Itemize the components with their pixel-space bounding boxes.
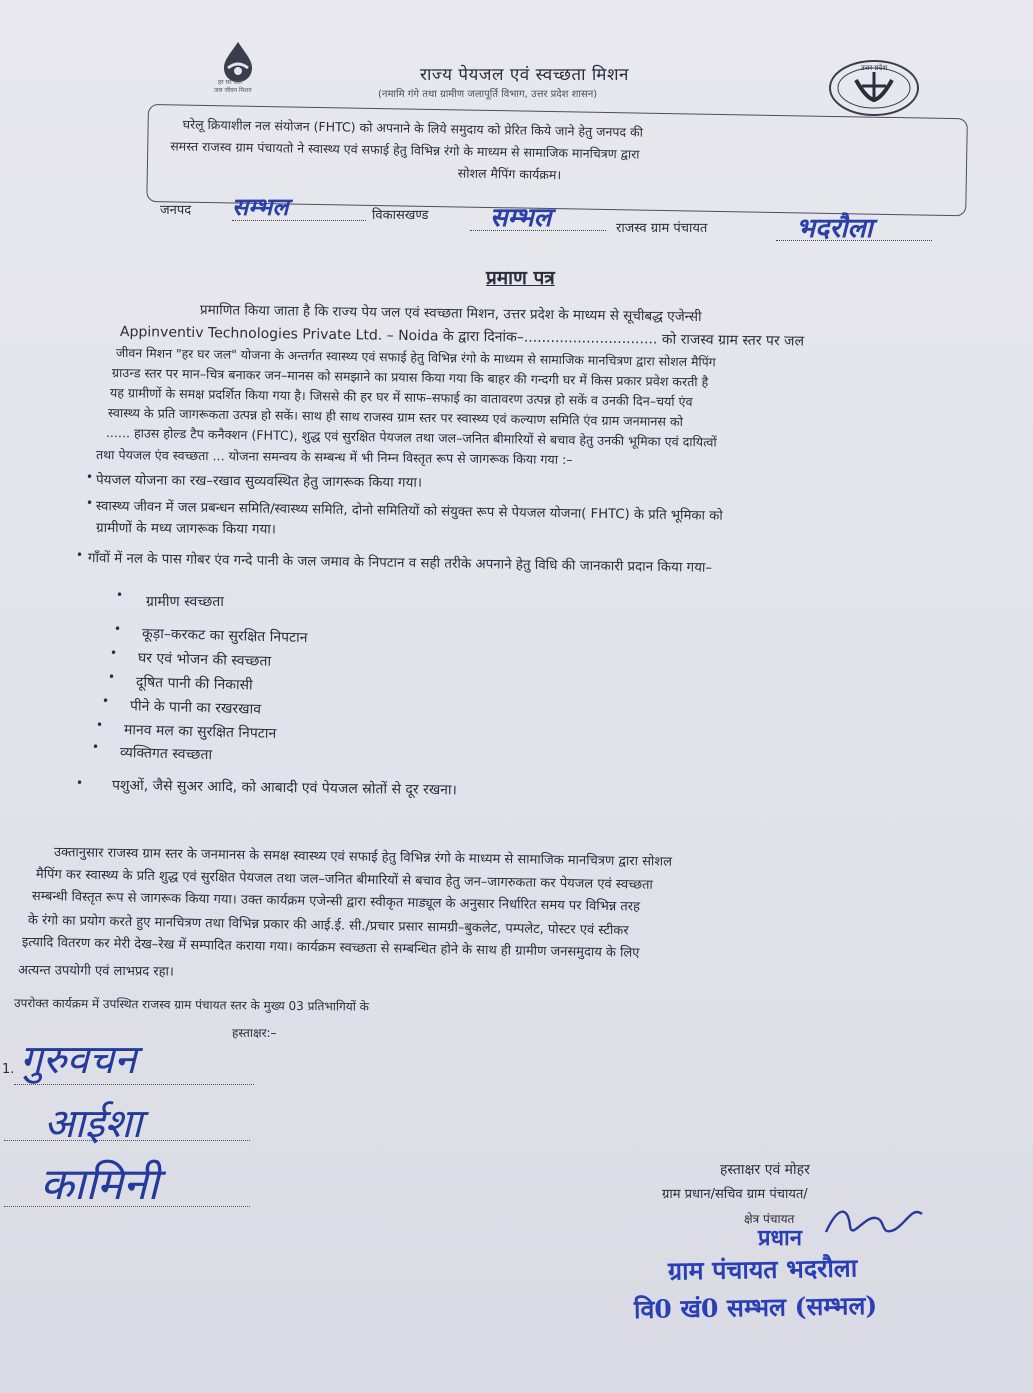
participant-signature-1: गुरुवचन	[20, 1037, 137, 1083]
signatory-line-2: ग्राम प्रधान/सचिव ग्राम पंचायत/	[662, 1187, 808, 1202]
point-animals: पशुओं, जैसे सुअर आदि, को आबादी एवं पेयजल स्रोतों से दूर रखना।	[111, 777, 458, 799]
banner-line-2: समस्त राजस्व ग्राम पंचायतो ने स्वास्थ्य एवं सफाई हेतु विभिन्न रंगो के माध्यम से सामाजिक मानचित्रण द्वारा	[170, 138, 640, 162]
block-label: विकासखण्ड	[372, 208, 429, 223]
point-maintenance: पेयजल योजना का रख–रखाव सुव्यवस्थित हेतु जागरूक किया गया।	[95, 472, 423, 491]
body-line-6: स्वास्थ्य के प्रति जागरूकता उत्पन्न हो सकें। साथ ही साथ राजस्व ग्राम स्तर पर स्वास्थ्य एवं कल्याण समिति एंव ग्राम जनमानस को	[107, 405, 684, 430]
sub-item-rural-sanitation: ग्रामीण स्वच्छता	[146, 594, 224, 610]
participant-number: 1.	[2, 1062, 15, 1077]
bullet-icon: •	[86, 470, 94, 484]
district-label: जनपद	[160, 203, 192, 218]
bullet-icon: •	[116, 588, 124, 602]
summary-line-1: उक्तानुसार राजस्व ग्राम स्तर के जनमानस के समक्ष स्वास्थ्य एवं सफाई हेतु विभिन्न रंगो के माध्यम से सामाजिक मानचित्रण द्वारा सोशल	[53, 845, 673, 870]
sub-item-personal-hygiene: व्यक्तिगत स्वच्छता	[119, 744, 213, 764]
mission-subtitle: (नमामि गंगे तथा ग्रामीण जलापूर्ति विभाग, उत्तर प्रदेश शासन)	[378, 89, 598, 100]
summary-line-6: अत्यन्त उपयोगी एवं लाभप्रद रहा।	[17, 963, 174, 980]
point-committees: स्वास्थ्य जीवन में जल प्रबन्धन समिति/स्वास्थ्य समिति, दोनो समितियों को संयुक्त रूप से पेयजल योजना( FHTC) के प्रति भूमिका को	[95, 499, 723, 524]
body-line-5: यह ग्रामीणों के समक्ष प्रदर्शित किया गया है। जिससे की हर घर में साफ–सफाई का वातावरण उत्पन्न हो सकें व उनकी दिन–चर्या एंव	[109, 385, 693, 410]
certificate-title: प्रमाण पत्र	[486, 267, 555, 289]
participants-label: हस्ताक्षर:–	[232, 1026, 277, 1040]
participants-intro: उपरोक्त कार्यक्रम में उपस्थित राजस्व ग्राम पंचायत स्तर के मुख्य 03 प्रतिभागियों के	[13, 996, 369, 1014]
summary-line-4: के रंगो का प्रयोग करते हुए मानचित्रण तथा विभिन्न प्रकार की आई.ई. सी./प्रचार प्रसार सामग्री–बुकलेट, पम्पलेट, पोस्टर एवं स्टीकर	[27, 913, 629, 939]
bullet-icon: •	[110, 646, 118, 660]
participant-signature-3: कामिनी	[40, 1159, 159, 1210]
body-line-2: Appinventiv Technologies Private Ltd. – Noida के द्वारा दिनांक–.............................. को राजस्व ग्राम स्तर पर जल	[119, 324, 805, 350]
sub-item-drinking-water: पीने के पानी का रखरखाव	[129, 698, 262, 718]
body-line-3: जीवन मिशन "हर घर जल" योजना के अन्तर्गत स्वास्थ्य एवं सफाई हेतु विभिन्न रंगो के माध्यम से सामाजिक मानचित्रण द्वारा सोशल मैपिंग	[115, 345, 716, 370]
sub-item-excreta: मानव मल का सुरक्षित निपटान	[123, 722, 277, 742]
banner-line-3: सोशल मैपिंग कार्यक्रम।	[457, 165, 562, 183]
bullet-icon: •	[114, 622, 122, 636]
body-line-4: ग्राउन्ड स्तर पर मान–चित्र बनाकर जन–मानस को समझाने का प्रयास किया गया कि बाहर की गन्दगी घर में किस प्रकार प्रवेश करती है	[111, 365, 709, 390]
bullet-icon: •	[76, 548, 84, 562]
sub-item-drainage: दूषित पानी की निकासी	[135, 674, 253, 694]
participant-signature-2: आईशा	[44, 1101, 143, 1147]
bullet-icon: •	[76, 776, 84, 790]
body-line-8: तथा पेयजल एंव स्वच्छता ... योजना समन्वय के सम्बन्ध में भी निम्न विस्तृत रूप से जागरूक किया गया :–	[95, 447, 573, 467]
signatory-line-3: क्षेत्र पंचायत	[744, 1212, 795, 1226]
body-line-7: ...... हाउस होल्ड टैप कनैक्शन (FHTC), शुद्ध एवं सुरक्षित पेयजल तथा जल–जनित बीमारियों से बचाव हेतु उनकी भूमिका एवं दायित्वों	[105, 425, 717, 450]
point-waterlogging: गाँवों में नल के पास गोबर एंव गन्दे पानी के जल जमाव के निपटान व सही तरीके अपनाने हेतु विधि की जानकारी प्रदान किया गया–	[87, 551, 713, 576]
stamp-line-2: वि0 खं0 सम्भल (सम्भल)	[633, 1290, 878, 1325]
panchayat-value: भदरौला	[796, 213, 873, 244]
panchayat-dotted-line	[776, 240, 932, 241]
district-dotted-line	[232, 220, 366, 221]
bullet-icon: •	[96, 718, 104, 732]
up-emblem-icon	[826, 58, 922, 118]
sub-item-waste-disposal: कूड़ा–करकट का सुरक्षित निपटान	[141, 625, 308, 647]
bullet-icon: •	[92, 740, 100, 754]
bullet-icon: •	[86, 496, 94, 510]
block-dotted-line	[470, 230, 606, 231]
signatory-line-1: हस्ताक्षर एवं मोहर	[720, 1162, 810, 1178]
panchayat-label: राजस्व ग्राम पंचायत	[616, 221, 708, 236]
bullet-icon: •	[102, 694, 110, 708]
signature-scribble-icon	[820, 1196, 930, 1246]
summary-line-5: इत्यादि वितरण कर मेरी देख–रेख में सम्पादित कराया गया। कार्यक्रम स्वच्छता से सम्बन्धित होने के साथ ही ग्रामीण जनसमुदाय के लिए	[21, 935, 640, 961]
point-committees-cont: ग्रामीणों के मध्य जागरूक किया गया।	[95, 520, 277, 538]
logo-caption-1: हर घर जल	[218, 79, 242, 86]
block-value: सम्भल	[490, 203, 552, 233]
bullet-icon: •	[108, 670, 116, 684]
stamp-title: प्रधान	[758, 1225, 802, 1251]
banner-line-1: घरेलू क्रियाशील नल संयोजन (FHTC) को अपनाने के लिये समुदाय को प्रेरित किये जाने हेतु जनपद की	[182, 116, 644, 140]
district-value: सम्भल	[232, 192, 289, 221]
summary-line-3: सम्बन्धी विस्तृत रूप से जागरूक किया गया। उक्त कार्यक्रम एजेन्सी द्वारा स्वीकृत माड्यूल के अनुसार निर्धारित समय पर विभिन्न तरह	[31, 889, 641, 915]
logo-caption-2: जल जीवन मिशन	[214, 87, 252, 94]
stamp-line-1: ग्राम पंचायत भदरौला	[667, 1253, 858, 1286]
emblem-caption: उत्तर प्रदेश	[860, 64, 888, 72]
mission-title: राज्य पेयजल एवं स्वच्छता मिशन	[420, 65, 629, 85]
body-line-1: प्रमाणित किया जाता है कि राज्य पेय जल एवं स्वच्छता मिशन, उत्तर प्रदेश के माध्यम से सूचीबद्ध एजेन्सी	[199, 302, 702, 326]
sub-item-home-food: घर एवं भोजन की स्वच्छता	[137, 650, 272, 670]
summary-line-2: मैपिंग कर स्वास्थ्य के प्रति शुद्ध एवं सुरक्षित पेयजल तथा जल–जनित बीमारियों से बचाव हेतु जन–जागरुकता कर पेयजल एवं स्वच्छता	[35, 867, 653, 893]
